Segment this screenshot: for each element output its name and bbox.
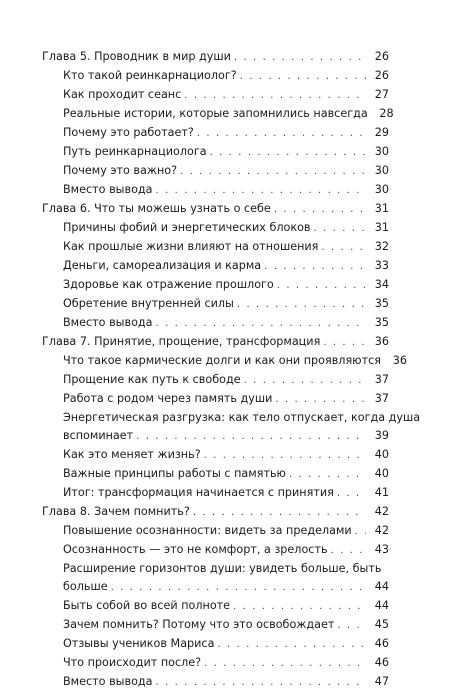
toc-entry-row — [63, 371, 389, 389]
toc-section-entry — [42, 446, 389, 464]
toc-page-number: 44 — [374, 599, 389, 612]
toc-page-number: 40 — [374, 448, 389, 461]
toc-page-number: 26 — [374, 69, 389, 82]
toc-entry-row — [42, 333, 389, 351]
toc-page-number: 30 — [374, 164, 389, 177]
toc-page-number: 47 — [374, 675, 389, 688]
toc-entry-row — [63, 143, 389, 161]
toc-entry-row — [63, 427, 389, 445]
toc-entry-row — [63, 578, 389, 596]
dot-leader — [275, 391, 366, 409]
toc-chapter-entry — [42, 200, 389, 218]
toc-page-number: 34 — [374, 278, 389, 291]
dot-leader — [323, 334, 366, 352]
toc-entry-title: Осознанность — это не комфорт, а зрелость — [63, 543, 328, 556]
toc-entry-row — [63, 257, 389, 275]
toc-entry-title: Что происходит после? — [63, 656, 202, 669]
toc-page-number: 36 — [392, 354, 407, 367]
toc-entry-title: Расширение горизонтов души: увидеть больше, быть — [63, 562, 382, 575]
toc-page-number: 46 — [374, 637, 389, 650]
toc-page-number: 44 — [374, 580, 389, 593]
dot-leader — [289, 466, 366, 484]
toc-entry-row — [63, 616, 389, 634]
toc-section-entry — [42, 597, 389, 615]
toc-entry-row — [63, 162, 389, 180]
dot-leader — [156, 674, 366, 692]
toc-entry-title: Обретение внутренней силы — [63, 297, 234, 310]
toc-entry-title-continuation: вспоминает — [63, 429, 134, 442]
toc-page-number: 39 — [374, 429, 389, 442]
toc-page-number: 28 — [379, 107, 394, 120]
toc-entry-row — [42, 503, 389, 521]
dot-leader — [193, 504, 366, 522]
toc-entry-title: Глава 6. Что ты можешь узнать о себе — [42, 202, 271, 215]
toc-chapter-entry — [42, 333, 389, 351]
toc-page-number: 41 — [374, 486, 389, 499]
dot-leader — [204, 655, 366, 673]
toc-entry-title: Что такое кармические долги и как они проявляются — [63, 354, 381, 367]
toc-entry-title: Вместо вывода — [63, 316, 153, 329]
toc-section-entry — [42, 560, 389, 596]
toc-entry-title: Работа с родом через память души — [63, 392, 273, 405]
toc-page-number: 46 — [374, 656, 389, 669]
toc-entry-title: Повышение осознанности: видеть за пределами — [63, 524, 352, 537]
toc-page-number: 31 — [374, 202, 389, 215]
toc-entry-title: Глава 7. Принятие, прощение, трансформация — [42, 335, 321, 348]
toc-page-number: 33 — [374, 259, 389, 272]
dot-leader — [234, 49, 366, 67]
toc-section-entry — [42, 352, 407, 370]
toc-entry-row — [63, 484, 389, 502]
toc-page-number: 26 — [374, 50, 389, 63]
toc-entry-row — [63, 181, 389, 199]
toc-entry-title: Прощение как путь к свободе — [63, 373, 241, 386]
toc-entry-row — [63, 276, 389, 294]
toc-page-number: 35 — [374, 297, 389, 310]
toc-section-entry — [42, 124, 389, 142]
dot-leader — [277, 277, 366, 295]
dot-leader — [184, 87, 366, 105]
toc-section-entry — [42, 219, 389, 237]
toc-entry-row — [63, 105, 394, 123]
toc-page-number: 37 — [374, 373, 389, 386]
toc-entry-title: Почему это работает? — [63, 126, 194, 139]
dot-leader — [240, 68, 366, 86]
toc-entry-row — [63, 446, 389, 464]
toc-section-entry — [42, 162, 389, 180]
toc-entry-title-continuation: больше — [63, 580, 108, 593]
toc-section-entry — [42, 67, 389, 85]
toc-entry-row — [63, 314, 389, 332]
toc-entry-title: Зачем помнить? Потому что это освобождает — [63, 618, 335, 631]
toc-section-entry — [42, 371, 389, 389]
toc-section-entry — [42, 314, 389, 332]
dot-leader — [204, 447, 366, 465]
toc-section-entry — [42, 635, 389, 653]
toc-entry-row — [63, 86, 389, 104]
toc-entry-row — [63, 67, 389, 85]
toc-entry-row — [63, 124, 389, 142]
dot-leader — [314, 220, 366, 238]
toc-entry-title: Вместо вывода — [63, 183, 153, 196]
toc-section-entry — [42, 541, 389, 559]
toc-entry-title: Отзывы учеников Мариса — [63, 637, 215, 650]
toc-page-number: 32 — [374, 240, 389, 253]
toc-entry-row — [63, 238, 389, 256]
toc-page-number: 45 — [374, 618, 389, 631]
toc-entry-title: Как проходит сеанс — [63, 88, 182, 101]
dot-leader — [331, 542, 366, 560]
toc-page-number: 37 — [374, 392, 389, 405]
dot-leader — [111, 579, 366, 597]
toc-entry-row — [63, 654, 389, 672]
toc-entry-title: Глава 5. Проводник в мир души — [42, 50, 231, 63]
toc-page-number: 36 — [374, 335, 389, 348]
dot-leader — [274, 201, 366, 219]
toc-chapter-entry — [42, 503, 389, 521]
toc-entry-title: Энергетическая разгрузка: как тело отпускает, когда душа — [63, 411, 421, 424]
toc-page-number: 27 — [374, 88, 389, 101]
dot-leader — [180, 163, 366, 181]
toc-entry-row — [63, 673, 389, 691]
toc-section-entry — [42, 238, 389, 256]
toc-entry-row — [42, 48, 389, 66]
toc-entry-row — [63, 597, 389, 615]
dot-leader — [233, 598, 366, 616]
dot-leader — [210, 144, 366, 162]
toc-section-entry — [42, 86, 389, 104]
dot-leader — [321, 239, 366, 257]
toc-entry-title: Здоровье как отражение прошлого — [63, 278, 274, 291]
toc-page-number: 30 — [374, 145, 389, 158]
toc-section-entry — [42, 257, 389, 275]
toc-entry-row — [63, 352, 407, 370]
toc-entry-title: Кто такой реинкарнациолог? — [63, 69, 237, 82]
toc-entry-title: Важные принципы работы с памятью — [63, 467, 286, 480]
toc-section-entry — [42, 522, 389, 540]
toc-section-entry — [42, 276, 389, 294]
toc-section-entry — [42, 409, 421, 445]
toc-entry-title: Итог: трансформация начинается с принятия — [63, 486, 334, 499]
toc-entry-title: Причины фобий и энергетических блоков — [63, 221, 311, 234]
toc-section-entry — [42, 143, 389, 161]
toc-section-entry — [42, 673, 389, 691]
toc-entry-title: Вместо вывода — [63, 675, 153, 688]
toc-section-entry — [42, 465, 389, 483]
dot-leader — [337, 617, 366, 635]
toc-entry-title: Путь реинкарнациолога — [63, 145, 207, 158]
toc-page-number: 29 — [374, 126, 389, 139]
toc-section-entry — [42, 616, 389, 634]
toc-entry-title: Как это меняет жизнь? — [63, 448, 201, 461]
toc-entry-row — [63, 219, 389, 237]
toc-section-entry — [42, 654, 389, 672]
toc-entry-title: Реальные истории, которые запомнились навсегда — [63, 107, 368, 120]
toc-page-number: 30 — [374, 183, 389, 196]
toc-section-entry — [42, 105, 394, 123]
dot-leader — [197, 125, 366, 143]
dot-leader — [217, 636, 366, 654]
dot-leader — [136, 428, 366, 446]
toc-section-entry — [42, 295, 389, 313]
toc-entry-title: Быть собой во всей полноте — [63, 599, 231, 612]
toc-entry-title: Деньги, самореализация и карма — [63, 259, 262, 272]
toc-entry-row — [63, 390, 389, 408]
toc-entry-row — [63, 295, 389, 313]
toc-entry-row — [63, 522, 389, 540]
toc-section-entry — [42, 484, 389, 502]
toc-page-number: 40 — [374, 467, 389, 480]
toc-entry-title: Глава 8. Зачем помнить? — [42, 505, 190, 518]
dot-leader — [156, 182, 366, 200]
dot-leader — [244, 372, 366, 390]
dot-leader — [156, 315, 366, 333]
toc-page-number: 42 — [374, 524, 389, 537]
dot-leader — [355, 523, 366, 541]
table-of-contents — [42, 48, 421, 692]
toc-page-number: 42 — [374, 505, 389, 518]
toc-entry-row — [63, 465, 389, 483]
toc-entry-title: Как прошлые жизни влияют на отношения — [63, 240, 319, 253]
toc-page-number: 35 — [374, 316, 389, 329]
toc-entry-title: Почему это важно? — [63, 164, 178, 177]
toc-chapter-entry — [42, 48, 389, 66]
dot-leader — [337, 485, 366, 503]
toc-entry-row — [63, 635, 389, 653]
toc-section-entry — [42, 181, 389, 199]
toc-page-number: 43 — [374, 543, 389, 556]
toc-entry-row — [42, 200, 389, 218]
dot-leader — [264, 258, 366, 276]
toc-section-entry — [42, 390, 389, 408]
toc-entry-row — [63, 541, 389, 559]
dot-leader — [237, 296, 366, 314]
toc-page-number: 31 — [374, 221, 389, 234]
